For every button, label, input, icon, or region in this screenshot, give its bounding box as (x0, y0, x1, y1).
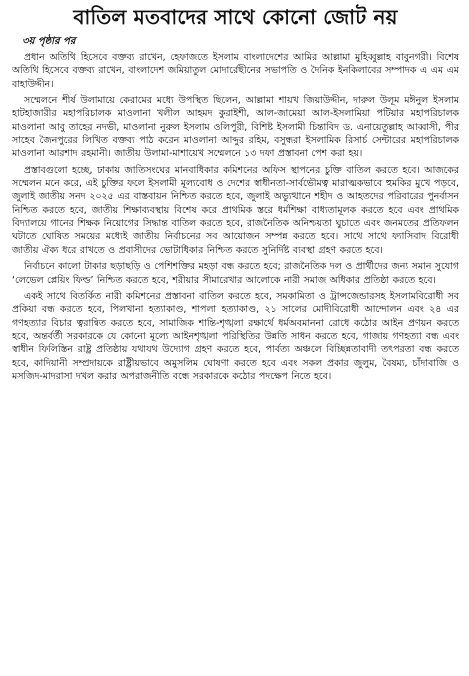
article-headline: বাতিল মতবাদের সাথে কোনো জোট নয় (73, 5, 398, 29)
article-paragraph-2: সম্মেলনে শীর্ষ উলামায়ে কেরামের মধ্যে উপস্থিত ছিলেন, আল্লামা শায়খ জিয়াউদ্দীন, দারুল উলূম মঈনুল ইসলাম হাটহাজারীর মহাপরিচালক মাওলানা খলীল আহমদ কুরাইশী, আল-জামেয়া আল-ইসলামিয়া পটিয়ার মহাপরিচালক মাওলানা আবু তাহের নদভী, মাওলানা নুরুল ইসলাম ওলিপুরী, বিশিষ্ট ইসলামী চিন্তাবিদ ড. এনায়েতুল্লাহ আব্বাসী, পীর সাহেব জৈনপুরের লিখিত বক্তব্য পাঠ করেন মাওলানা আব্দুর রহিম, বসুন্ধরা ইসলামিক রিসার্চ সেন্টারের মহাপরিচালক মাওলানা আরশাদ রহমানী। জাতীয় উলামা-মাশায়েখ সম্মেলনে ১৩ দফা প্রস্তাবনা পেশ করা হয়। (12, 95, 459, 160)
article-paragraph-4: নির্বাচনে কালো টাকার ছড়াছড়ি ও পেশিশক্তির মহড়া বন্ধ করতে হবে; রাজনৈতিক দল ও প্রার্থীদের জন্য সমান সুযোগ ‘লেভেল প্লেয়িং ফিল্ড’ নিশ্চিত করতে হবে, শরীয়ার সীমারেখার আলোকে নারী সমাজ অধিকার প্রতিষ্ঠা করতে হবে। (12, 261, 459, 286)
article-paragraph-3: প্রস্তাবগুলো হচ্ছে, ঢাকায় জাতিসংঘের মানবাধিকার কমিশনের অফিস স্থাপনের চুক্তি বাতিল করতে হবে। আজকের সম্মেলন মনে করে, এই চুক্তির ফলে ইসলামী মূল্যবোধ ও দেশের স্বাধীনতা-সার্বভৌমত্ব মারাত্মকভাবে হুমকির মুখে পড়বে, জুলাই জাতীয় সনদ ২০২৫ এর বাস্তবায়ন নিশ্চিত করতে হবে, জুলাই অভ্যুত্থানে শহীদ ও আহতদের পরিবারের পুনর্বাসন নিশ্চিত করতে হবে, জাতীয় শিক্ষাব্যবস্থায় বিশেষ করে প্রাথমিক স্তরে ধর্মশিক্ষা বাধ্যতামূলক করতে হবে এবং প্রাথমিক বিদ্যালয়ে গানের শিক্ষক নিয়োগের সিদ্ধান্ত বাতিল করতে হবে, রাজনৈতিক অনিশ্চয়তা ঘুচাতে এবং জনমতের প্রতিফলন ঘটাতে ঘোষিত সময়ের মধ্যেই জাতীয় নির্বাচনের সব আয়োজন সম্পন্ন করতে হবে। সাথে সাথে ফ্যাসিবাদ বিরোধী জাতীয় ঐক্য ধরে রাখতে ও প্রবাসীদের ভোটাধিকার নিশ্চিত করতে সুনির্দিষ্ট ব্যবস্থা গ্রহণ করতে হবে। (12, 164, 459, 256)
continued-from-label: ৩য় পৃষ্ঠার পর (22, 36, 76, 47)
article-paragraph-1: প্রধান অতিথি হিসেবে বক্তব্য রাখেন, হেফাজতে ইসলাম বাংলাদেশের আমির আল্লামা মুহিব্বুল্লাহ বাবুনগরী। বিশেষ অতিথি হিসেবে বক্তব্য রাখেন, বাংলাদেশ জমিয়াতুল মোদার্রেছীনের সভাপতি ও দৈনিক ইনকিলাবের সম্পাদক এ এম এম বাহাউদ্দীন। (12, 52, 459, 90)
article-paragraph-5: একই সাথে বিতর্কিত নারী কমিশনের প্রস্তাবনা বাতিল করতে হবে, সমকামিতা ও ট্রান্সজেন্ডারসহ ইসলামবিরোধী সব প্রকিয়া বন্ধ করতে হবে, পিলখানা হত্যাকাণ্ড, শাপলা হত্যাকাণ্ড, ২১ সালের মোদীবিরোধী আন্দোলন এবং ২৪ এর গণহত্যার বিচার ত্বরান্বিত করতে হবে, সামাজিক শান্তি-শৃঙ্খলা রক্ষার্থে ধর্মঅবমাননা রোধে কঠোর আইন প্রণয়ন করতে হবে, অন্তর্বর্তী সরকারকে যে কোনো মূল্যে আইনশৃঙ্খলা পরিস্থিতির উন্নতি সাধন করতে হবে, গাজায় গণহত্যা বন্ধ এবং স্বাধীন ফিলিস্তিন রাষ্ট্র প্রতিষ্ঠায় যথাযথ উদ্যোগ গ্রহণ করতে হবে, পার্বত্য অঞ্চলে বিচ্ছিন্নতাবাদী তৎপরতা বন্ধ করতে হবে, কাদিয়ানী সম্প্রদায়কে রাষ্ট্রীয়ভাবে অমুসলিম ঘোষণা করতে হবে এবং সকল প্রকার জুলুম, বৈষম্য, চাঁদাবাজি ও মসজিদ-মাদরাসা দখল করার অপরাজনীতি বন্ধে সরকারকে কঠোর পদক্ষেপ নিতে হবে। (12, 290, 459, 382)
